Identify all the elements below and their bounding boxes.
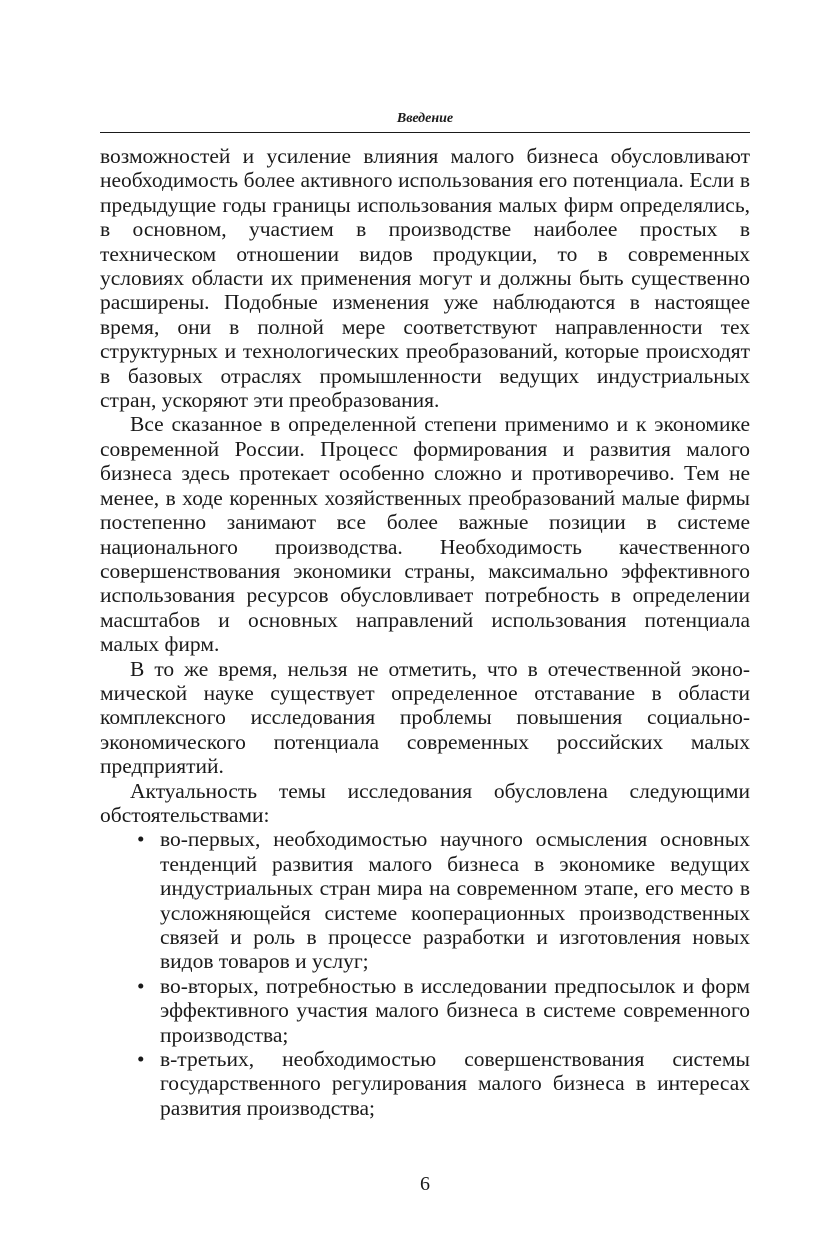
- list-item-text: в-третьих, необходимостью совершенствования системы государственного регулирования малого бизнеса в интересах развития производства;: [160, 1047, 750, 1120]
- paragraph-russia: Все сказанное в определенной степени применимо и к экономике современной России. Процесс формирования и развития малого бизнеса здесь протекает особенно сложно и противоречиво. Тем не менее, в ходе коренных хозяйственных преобразований малые фирмы постепенно занимают все более важные позиции в системе национального производства. Необходимость качественного совершенствования экономики страны, максимально эффективного использования ресурсов обусловливает потребность в определении масштабов и основных направлений использования потенциала малых фирм.: [100, 412, 750, 657]
- bullet-icon: •: [137, 973, 145, 998]
- page-number: 6: [420, 1173, 430, 1195]
- paragraph-relevance: Актуальность темы исследования обусловлена следующими обстоятельствами:: [100, 778, 750, 827]
- bullet-icon: •: [137, 1047, 145, 1072]
- header-rule: [100, 132, 750, 133]
- bullet-icon: •: [137, 827, 145, 852]
- list-item: [100, 1047, 750, 1120]
- relevance-list: [100, 827, 750, 1120]
- list-item: [100, 974, 750, 1047]
- list-item: [100, 827, 750, 973]
- main-text: [100, 144, 750, 1120]
- list-item-text: во-вторых, потребностью в исследовании предпосылок и форм эффективного участия малого бизнеса в системе современного производства;: [160, 973, 750, 1047]
- paragraph-research-gap: В то же время, нельзя не отметить, что в отечественной экономической науке существует определенное отставание в области комплексного исследования проблемы повышения социально-экономического потенциала современных российских малых предприятий.: [100, 656, 750, 779]
- list-item-text: во-первых, необходимостью научного осмысления основных тенденций развития малого бизнеса в экономике ведущих индустриальных стран мира на современном этапе, его место в усложняющейся системе кооперационных производственных связей и роль в процессе разработки и изготовления новых видов товаров и услуг;: [160, 827, 750, 974]
- paragraph-continuation: возможностей и усиление влияния малого бизнеса обусловливают необходимость более активного использования его потенциала. Если в предыдущие годы границы использования малых фирм определялись, в основном, участием в производстве наиболее простых в техническом отношении видов продукции, то в современных условиях области их применения могут и должны быть существенно расширены. Подобные изменения уже наблюдаются в настоящее время, они в полной мере соответствуют направленности тех структурных и технологических преобразований, которые происходят в базовых отраслях промышленности ведущих индустриальных стран, ускоряют эти преобразования.: [100, 144, 750, 413]
- running-head-title: Введение: [396, 111, 454, 126]
